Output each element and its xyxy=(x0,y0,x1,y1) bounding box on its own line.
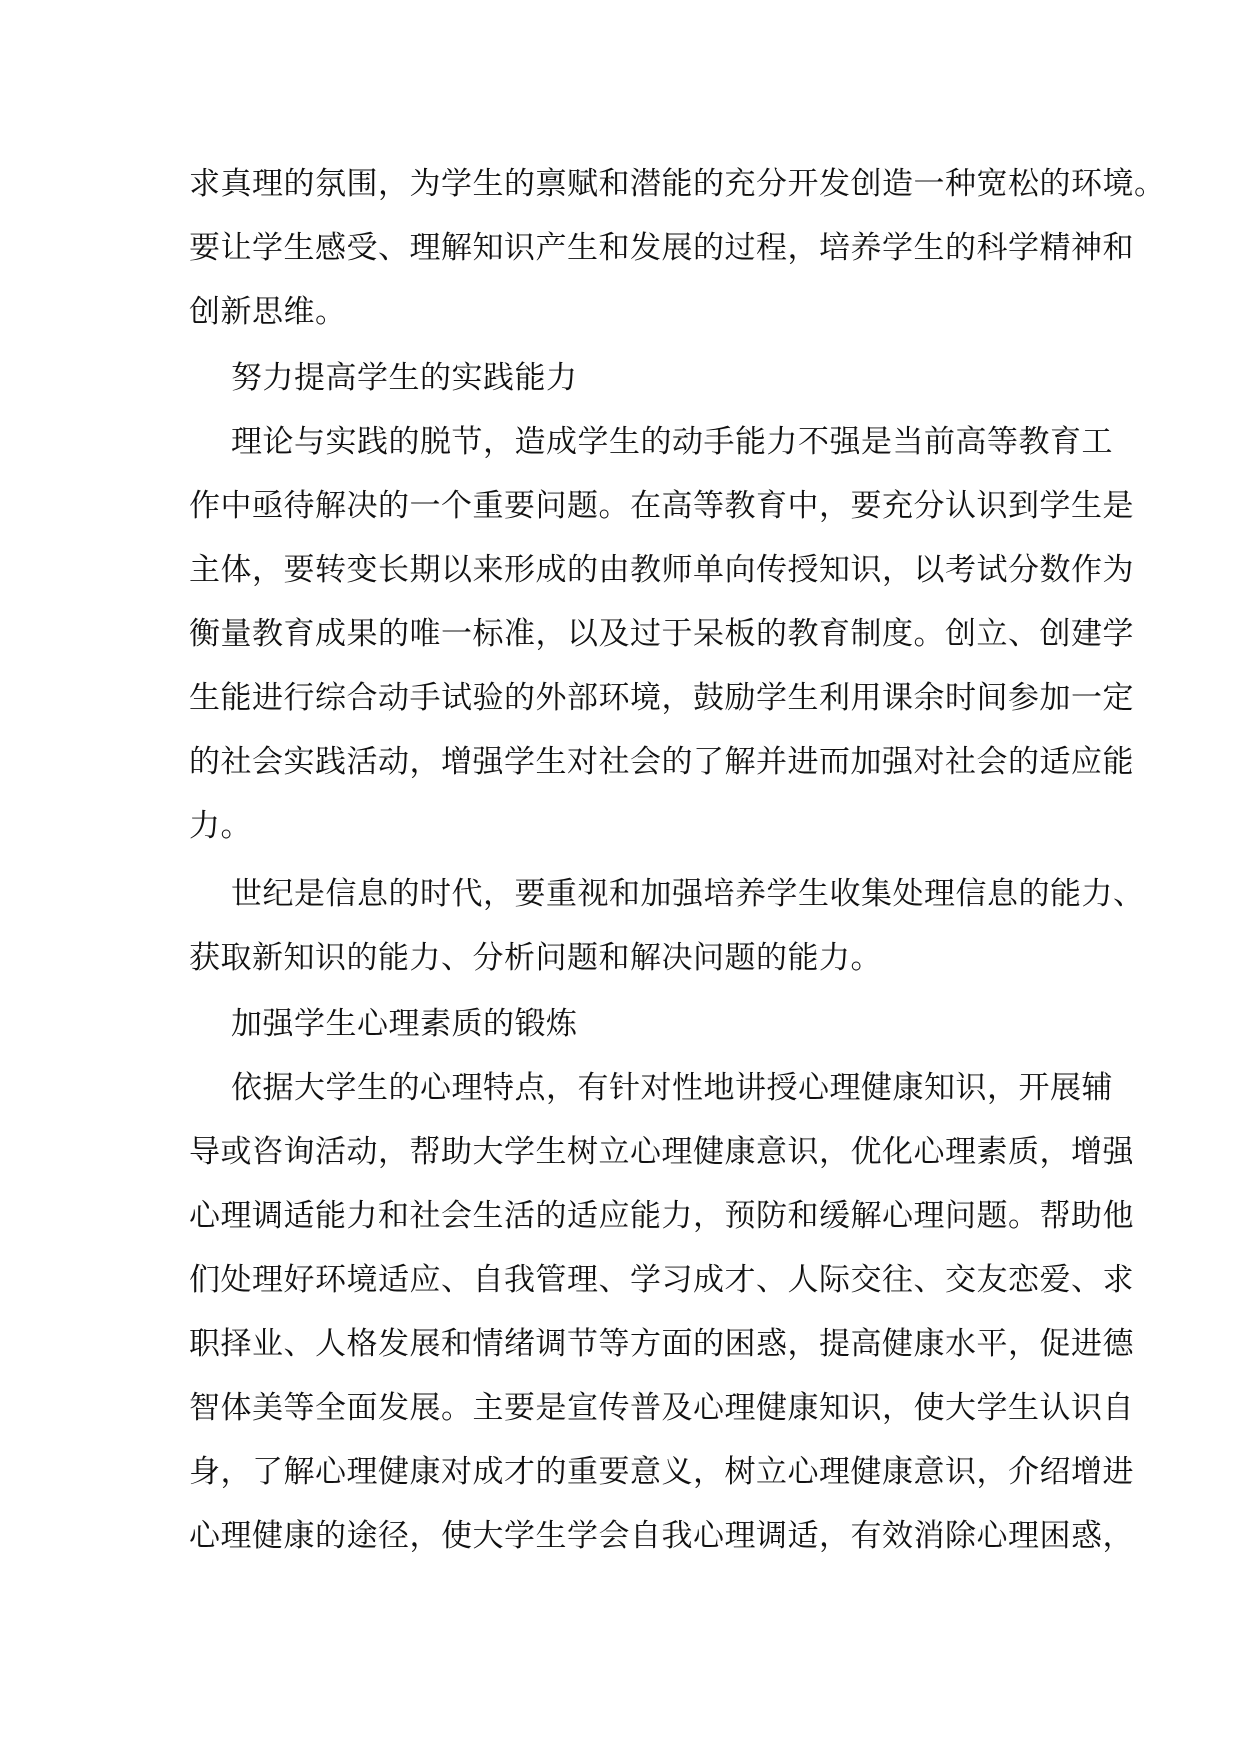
text-line: 依据大学生的心理特点，有针对性地讲授心理健康知识，开展辅 xyxy=(231,1070,1113,1106)
heading-line: 加强学生心理素质的锻炼 xyxy=(231,1006,578,1042)
paragraph-practice xyxy=(189,410,1134,858)
text-line: 世纪是信息的时代，要重视和加强培养学生收集处理信息的能力、 xyxy=(231,876,1145,912)
section-heading-psychology xyxy=(189,992,1069,1056)
text-line: 要让学生感受、理解知识产生和发展的过程，培养学生的科学精神和 xyxy=(189,230,1134,266)
paragraph-continuation xyxy=(189,152,1166,344)
text-line: 获取新知识的能力、分析问题和解决问题的能力。 xyxy=(189,940,882,976)
text-line: 力。 xyxy=(189,808,252,844)
text-line: 创新思维。 xyxy=(189,294,347,330)
paragraph-psychology xyxy=(189,1056,1134,1568)
text-line: 导或咨询活动，帮助大学生树立心理健康意识，优化心理素质，增强 xyxy=(189,1134,1134,1170)
text-line: 主体，要转变长期以来形成的由教师单向传授知识，以考试分数作为 xyxy=(189,552,1134,588)
text-line: 作中亟待解决的一个重要问题。在高等教育中，要充分认识到学生是 xyxy=(189,488,1134,524)
text-line: 心理调适能力和社会生活的适应能力，预防和缓解心理问题。帮助他 xyxy=(189,1198,1134,1234)
text-line: 生能进行综合动手试验的外部环境，鼓励学生利用课余时间参加一定 xyxy=(189,680,1134,716)
text-line: 们处理好环境适应、自我管理、学习成才、人际交往、交友恋爱、求 xyxy=(189,1262,1134,1298)
text-line: 求真理的氛围，为学生的禀赋和潜能的充分开发创造一种宽松的环境。 xyxy=(189,166,1166,202)
heading-line: 努力提高学生的实践能力 xyxy=(231,360,578,396)
text-line: 职择业、人格发展和情绪调节等方面的困惑，提高健康水平，促进德 xyxy=(189,1326,1134,1362)
text-line: 理论与实践的脱节，造成学生的动手能力不强是当前高等教育工 xyxy=(231,424,1113,460)
text-line: 的社会实践活动，增强学生对社会的了解并进而加强对社会的适应能 xyxy=(189,744,1134,780)
text-line: 智体美等全面发展。主要是宣传普及心理健康知识，使大学生认识自 xyxy=(189,1390,1134,1426)
section-heading-practice xyxy=(189,346,1069,410)
text-line: 衡量教育成果的唯一标准，以及过于呆板的教育制度。创立、创建学 xyxy=(189,616,1134,652)
text-line: 心理健康的途径，使大学生学会自我心理调适，有效消除心理困惑， xyxy=(189,1518,1134,1554)
paragraph-information-age xyxy=(189,862,1145,990)
text-line: 身，了解心理健康对成才的重要意义，树立心理健康意识，介绍增进 xyxy=(189,1454,1134,1490)
